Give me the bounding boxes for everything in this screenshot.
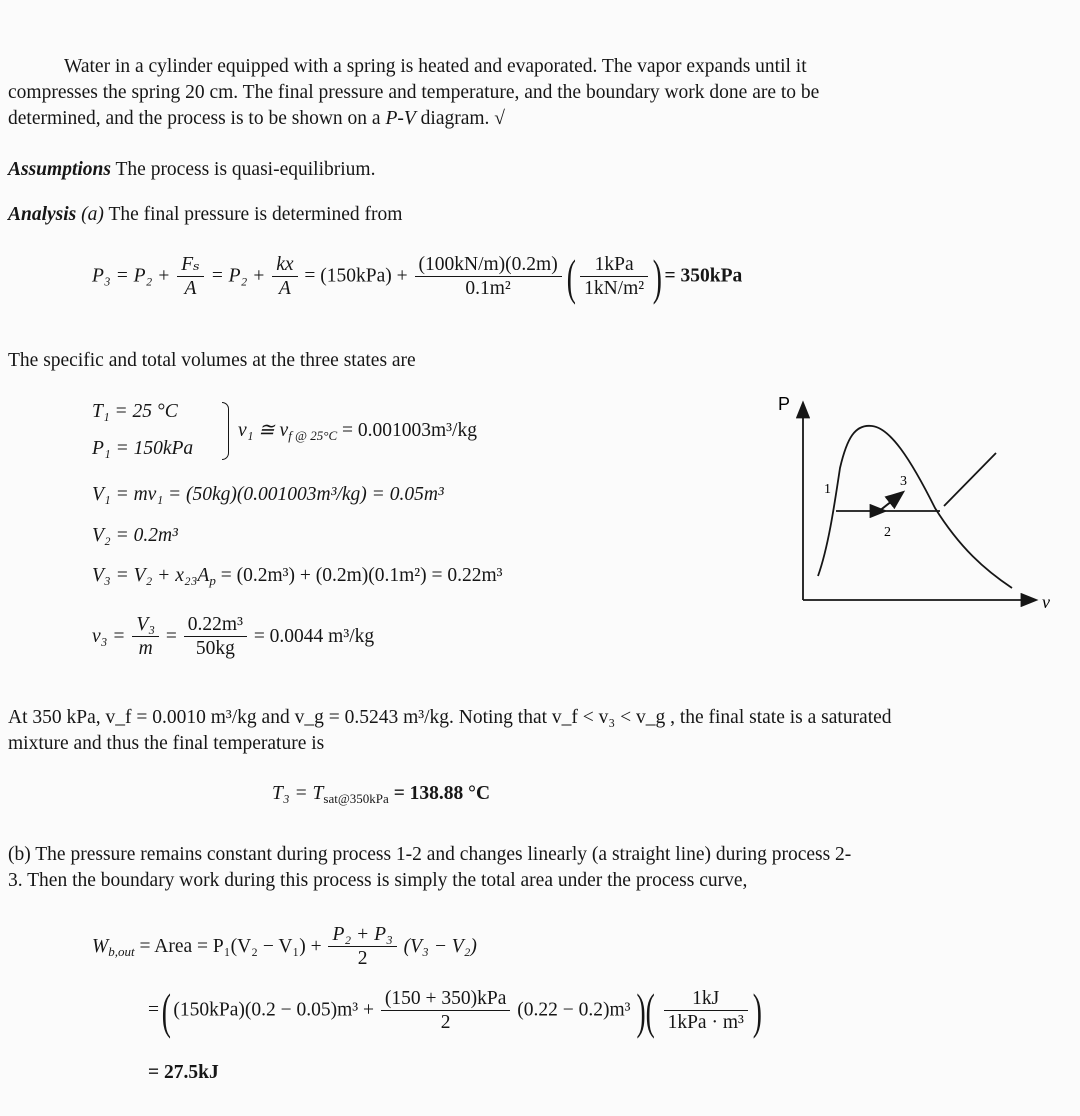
- frac-unit-kj: $\frac{1kJ}{\text{1kPa · m³}}$: [664, 988, 748, 1035]
- state1-pressure: P₁ = 150kPa: [92, 438, 194, 459]
- frac-pressure-sum: $\frac{\text{(150 + 350)kPa}}{2}$: [381, 988, 511, 1035]
- frac-unit-kpa: $\frac{\text{1kPa}}{\text{1kN/m²}}$: [580, 254, 648, 301]
- frac-v3-value: $\frac{\text{0.22m³}}{50kg}$: [184, 614, 247, 661]
- intro-line-3-c: diagram. √: [420, 108, 505, 129]
- intro-line-2: compresses the spring 20 cm. The final pressure and temperature, and the boundary work done are to be: [8, 82, 820, 103]
- state2-total-volume: V₂ = 0.2m³: [92, 525, 178, 546]
- analysis-text: The final pressure is determined from: [108, 204, 403, 225]
- volumes-intro: The specific and total volumes at the three states are: [8, 350, 416, 371]
- eq-p3-result: = 350kPa: [664, 265, 743, 287]
- intro-line-3-pv: P-V: [385, 108, 416, 129]
- eq-p3-mid: = P₂ +: [210, 265, 266, 287]
- sat-line-1: At 350 kPa, v_f = 0.0010 m³/kg and v_g = 0.5243 m³/kg. Noting that v_f < v₃ < v_g , the final state is a saturated: [8, 707, 892, 728]
- work-equation-row-2: = ( (150kPa)(0.2 − 0.05)m³ + $\frac{\text{(150 + 350)kPa}}{2}$ (0.22 − 0.2)m³ )( $\frac{1kJ}{\text{1kPa · m³}}$ ): [148, 983, 762, 1039]
- intro-line-1: Water in a cylinder equipped with a spring is heated and evaporated. The vapor expands until it: [64, 56, 807, 77]
- pv-axis-y-label: P: [778, 394, 791, 414]
- pv-saturation-dome: [818, 426, 1012, 588]
- state1-brace: [222, 402, 229, 460]
- work-equation-row-1: $W_{b,out}$ = Area = P₁(V₂ − V₁) + $\frac{\text{P₂ + P₃}}{2}$ (V₃ − V₂): [92, 924, 477, 970]
- intro-line-3: [8, 107, 505, 130]
- frac-mean-pressure: $\frac{\text{P₂ + P₃}}{2}$: [328, 924, 396, 971]
- assumptions-text: The process is quasi-equilibrium.: [115, 159, 376, 180]
- equation-p3: P₃ = P₂ + $\frac{\text{Fₛ}}{A}$ = P₂ + $\frac{kx}{A}$ = (150kPa) + $\frac{(100kN/m)(0.2m)}{\text{0.1m²}}$ ( $\frac{\text{1kPa}}{\text{1kN/m²}}$ ) = 350kPa: [92, 249, 743, 305]
- state1-specific-volume: v₁ ≅ $v_{f @ 25^\circ C} = 0.001003m^3/kg$: [238, 420, 477, 443]
- part-b-line-1: (b) The pressure remains constant during process 1-2 and changes linearly (a straight line) during process 2-: [8, 844, 852, 865]
- eq-p3-lhs: P₃ = P₂ +: [92, 265, 171, 287]
- pv-state-1-label: 1: [824, 482, 831, 497]
- pv-axis-x-label: v: [1042, 592, 1050, 612]
- frac-kx-over-a: $\frac{kx}{A}$: [272, 254, 297, 301]
- state3-specific-volume: v₃ = $\frac{\text{V₃}}{m}$ = $\frac{\text{0.22m³}}{50kg}$ = 0.0044 m³/kg: [92, 614, 375, 660]
- frac-spring-force: $\frac{(100kN/m)(0.2m)}{\text{0.1m²}}$: [415, 254, 562, 301]
- work-result: = 27.5kJ: [148, 1062, 219, 1083]
- part-b-line-2: 3. Then the boundary work during this process is simply the total area under the process curve,: [8, 870, 748, 891]
- pv-process-arrow-3: [878, 493, 902, 512]
- assumptions-label: Assumptions: [8, 159, 111, 180]
- pv-state-2-label: 2: [884, 525, 891, 540]
- eq-p3-mid2: = (150kPa) +: [304, 265, 408, 287]
- pv-diagram: [778, 388, 1060, 618]
- pv-state-3-label: 3: [900, 474, 907, 489]
- frac-fs-over-a: $\frac{\text{Fₛ}}{A}$: [177, 254, 203, 301]
- analysis-heading: [8, 203, 402, 226]
- state3-total-volume: $V_3 = V_2 + x_{23}A_p = (0.2m^3) + (0.2m)(0.1m^2) = 0.22m^3$: [92, 565, 503, 588]
- frac-v3-over-m: $\frac{\text{V₃}}{m}$: [132, 614, 159, 661]
- sat-line-2: mixture and thus the final temperature is: [8, 733, 325, 754]
- analysis-label: Analysis: [8, 204, 77, 225]
- analysis-part: (a): [81, 204, 104, 225]
- pv-superheated-line: [944, 453, 996, 506]
- assumptions: [8, 158, 375, 181]
- equation-t3: $T_3 = T_{sat@350kPa} = 138.88$ °C: [272, 783, 491, 806]
- intro-line-3-a: determined, and the process is to be shown on a: [8, 108, 381, 129]
- state1-temperature: T₁ = 25 °C: [92, 401, 178, 422]
- state1-total-volume: V₁ = mv₁ = (50kg)(0.001003m³/kg) = 0.05m³: [92, 484, 444, 505]
